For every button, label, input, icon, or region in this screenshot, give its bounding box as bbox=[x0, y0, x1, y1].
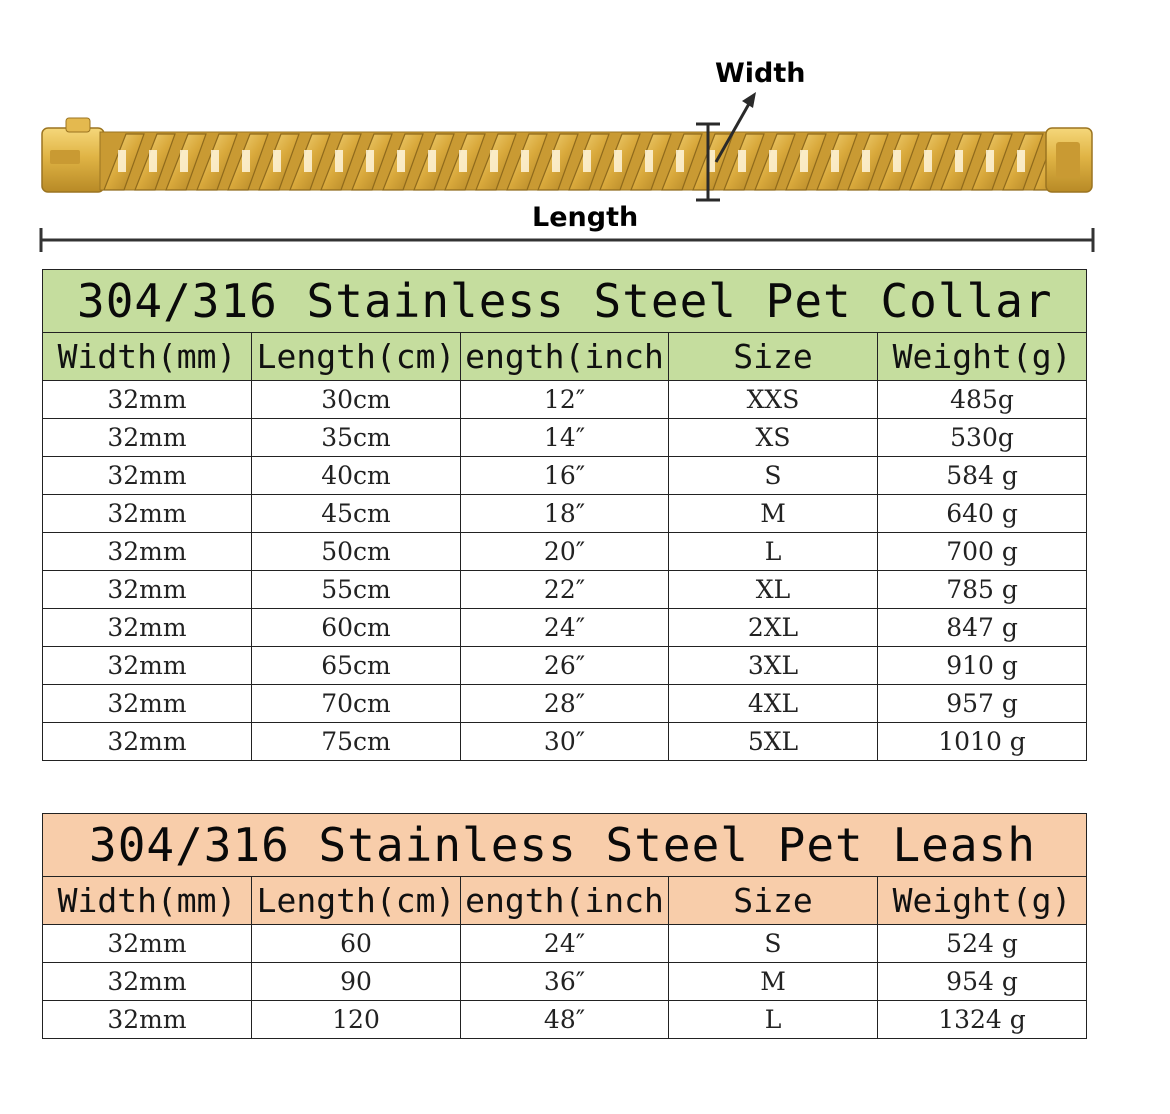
leash-header-cell: ength(inch bbox=[461, 877, 669, 925]
chain-link-gap bbox=[397, 150, 405, 172]
collar-table-row-cell: S bbox=[669, 457, 878, 495]
chain-link-gap bbox=[273, 150, 281, 172]
leash-table-row-cell: L bbox=[669, 1001, 878, 1039]
collar-table-row-cell: 700 g bbox=[878, 533, 1087, 571]
chain-link-gap bbox=[676, 150, 684, 172]
chain-link-gap bbox=[583, 150, 591, 172]
collar-header-cell: ength(inch bbox=[461, 333, 669, 381]
chain-link-gap bbox=[645, 150, 653, 172]
collar-table-row-cell: 35cm bbox=[252, 419, 461, 457]
collar-table-row-cell: 30″ bbox=[461, 723, 669, 761]
collar-table-row-cell: 14″ bbox=[461, 419, 669, 457]
collar-table-row-cell: 20″ bbox=[461, 533, 669, 571]
collar-table-row-cell: 485g bbox=[878, 381, 1087, 419]
leash-size-table bbox=[42, 813, 1087, 1039]
collar-table-row-cell: 847 g bbox=[878, 609, 1087, 647]
collar-table-row-cell: 60cm bbox=[252, 609, 461, 647]
collar-table-row-cell: 32mm bbox=[43, 495, 252, 533]
leash-header-cell: Length(cm) bbox=[252, 877, 461, 925]
collar-table-row-cell: 32mm bbox=[43, 647, 252, 685]
leash-table-row-cell: 954 g bbox=[878, 963, 1087, 1001]
collar-table-row-cell: 30cm bbox=[252, 381, 461, 419]
chain-link-gap bbox=[335, 150, 343, 172]
collar-table-row-cell: 910 g bbox=[878, 647, 1087, 685]
chain-link-gap bbox=[459, 150, 467, 172]
chain-link-gap bbox=[800, 150, 808, 172]
collar-table-row-cell: 45cm bbox=[252, 495, 461, 533]
collar-table-row-cell: M bbox=[669, 495, 878, 533]
collar-table-row-cell: 4XL bbox=[669, 685, 878, 723]
leash-table-row bbox=[43, 1001, 1087, 1039]
leash-title-row bbox=[43, 814, 1087, 877]
collar-table-row-cell: 32mm bbox=[43, 381, 252, 419]
collar-table-row-cell: 530g bbox=[878, 419, 1087, 457]
collar-table-row-cell: XL bbox=[669, 571, 878, 609]
leash-table-row-cell: 90 bbox=[252, 963, 461, 1001]
chain-link-gap bbox=[831, 150, 839, 172]
leash-table-row bbox=[43, 963, 1087, 1001]
collar-table-row-cell: 75cm bbox=[252, 723, 461, 761]
collar-table-row-cell: 32mm bbox=[43, 457, 252, 495]
collar-table-row-cell: 3XL bbox=[669, 647, 878, 685]
collar-table-row bbox=[43, 419, 1087, 457]
collar-table-title: 304/316 Stainless Steel Pet Collar bbox=[43, 270, 1087, 333]
collar-header-cell: Size bbox=[669, 333, 878, 381]
collar-table-row bbox=[43, 609, 1087, 647]
chain-link-gap bbox=[986, 150, 994, 172]
collar-table-row bbox=[43, 381, 1087, 419]
leash-table-row-cell: 524 g bbox=[878, 925, 1087, 963]
right-clasp bbox=[1046, 128, 1092, 192]
leash-table-row-cell: 48″ bbox=[461, 1001, 669, 1039]
collar-table-row-cell: 26″ bbox=[461, 647, 669, 685]
leash-header-cell: Size bbox=[669, 877, 878, 925]
collar-table-row-cell: 16″ bbox=[461, 457, 669, 495]
collar-title-row bbox=[43, 270, 1087, 333]
chain-link-gap bbox=[521, 150, 529, 172]
chain-link-gap bbox=[1017, 150, 1025, 172]
chain-link-gap bbox=[118, 150, 126, 172]
chain-link-gap bbox=[738, 150, 746, 172]
chain-link-gap bbox=[490, 150, 498, 172]
leash-table-row-cell: 32mm bbox=[43, 925, 252, 963]
collar-table-row-cell: 5XL bbox=[669, 723, 878, 761]
collar-table-row-cell: 785 g bbox=[878, 571, 1087, 609]
collar-table-row-cell: 40cm bbox=[252, 457, 461, 495]
collar-header-row bbox=[43, 333, 1087, 381]
width-label: Width bbox=[715, 58, 806, 89]
left-clasp bbox=[42, 118, 104, 192]
chain-link-gap bbox=[552, 150, 560, 172]
collar-table-row-cell: 1010 g bbox=[878, 723, 1087, 761]
chain-link-gap bbox=[366, 150, 374, 172]
leash-table-row-cell: M bbox=[669, 963, 878, 1001]
collar-size-table bbox=[42, 269, 1087, 761]
collar-table-row-cell: 12″ bbox=[461, 381, 669, 419]
collar-table-row-cell: 28″ bbox=[461, 685, 669, 723]
chain-links bbox=[104, 134, 1074, 190]
collar-table-row-cell: 32mm bbox=[43, 571, 252, 609]
leash-header-cell: Width(mm) bbox=[43, 877, 252, 925]
chain-link-gap bbox=[769, 150, 777, 172]
leash-header-row bbox=[43, 877, 1087, 925]
collar-table-row-cell: 584 g bbox=[878, 457, 1087, 495]
collar-table-row-cell: XXS bbox=[669, 381, 878, 419]
chain-link-gap bbox=[149, 150, 157, 172]
collar-table-row-cell: 55cm bbox=[252, 571, 461, 609]
collar-table-row bbox=[43, 571, 1087, 609]
collar-table-row-cell: 65cm bbox=[252, 647, 461, 685]
chain-link-gap bbox=[614, 150, 622, 172]
chain-link-gap bbox=[428, 150, 436, 172]
collar-table-row-cell: 50cm bbox=[252, 533, 461, 571]
collar-table-row bbox=[43, 457, 1087, 495]
collar-table-row-cell: 18″ bbox=[461, 495, 669, 533]
collar-header-cell: Width(mm) bbox=[43, 333, 252, 381]
leash-table-row-cell: 36″ bbox=[461, 963, 669, 1001]
collar-table-row-cell: 22″ bbox=[461, 571, 669, 609]
collar-table-row-cell: 32mm bbox=[43, 419, 252, 457]
chain-link-gap bbox=[180, 150, 188, 172]
leash-table-row-cell: 32mm bbox=[43, 963, 252, 1001]
collar-table-row-cell: 32mm bbox=[43, 609, 252, 647]
chain-link-gap bbox=[211, 150, 219, 172]
collar-table-row-cell: XS bbox=[669, 419, 878, 457]
leash-table-title: 304/316 Stainless Steel Pet Leash bbox=[43, 814, 1087, 877]
collar-table-row bbox=[43, 647, 1087, 685]
leash-table-row-cell: S bbox=[669, 925, 878, 963]
leash-table-row-cell: 120 bbox=[252, 1001, 461, 1039]
leash-table-row bbox=[43, 925, 1087, 963]
leash-table-row-cell: 1324 g bbox=[878, 1001, 1087, 1039]
collar-table-row-cell: 24″ bbox=[461, 609, 669, 647]
chain-link-gap bbox=[862, 150, 870, 172]
leash-header-cell: Weight(g) bbox=[878, 877, 1087, 925]
chain-link-gap bbox=[924, 150, 932, 172]
collar-table-row-cell: 640 g bbox=[878, 495, 1087, 533]
collar-table-row bbox=[43, 495, 1087, 533]
chain-link-gap bbox=[242, 150, 250, 172]
chain-link-gap bbox=[304, 150, 312, 172]
leash-table-row-cell: 60 bbox=[252, 925, 461, 963]
collar-table-row bbox=[43, 723, 1087, 761]
collar-table-row bbox=[43, 685, 1087, 723]
collar-table-row-cell: 2XL bbox=[669, 609, 878, 647]
collar-table-row bbox=[43, 533, 1087, 571]
chain-link-gap bbox=[955, 150, 963, 172]
collar-table-row-cell: 957 g bbox=[878, 685, 1087, 723]
chain-link-gap bbox=[893, 150, 901, 172]
collar-header-cell: Length(cm) bbox=[252, 333, 461, 381]
leash-table-row-cell: 32mm bbox=[43, 1001, 252, 1039]
collar-table-row-cell: 32mm bbox=[43, 533, 252, 571]
collar-header-cell: Weight(g) bbox=[878, 333, 1087, 381]
collar-table-row-cell: 32mm bbox=[43, 685, 252, 723]
collar-table-row-cell: 32mm bbox=[43, 723, 252, 761]
leash-table-row-cell: 24″ bbox=[461, 925, 669, 963]
length-label: Length bbox=[532, 202, 639, 233]
collar-table-row-cell: L bbox=[669, 533, 878, 571]
collar-table-row-cell: 70cm bbox=[252, 685, 461, 723]
